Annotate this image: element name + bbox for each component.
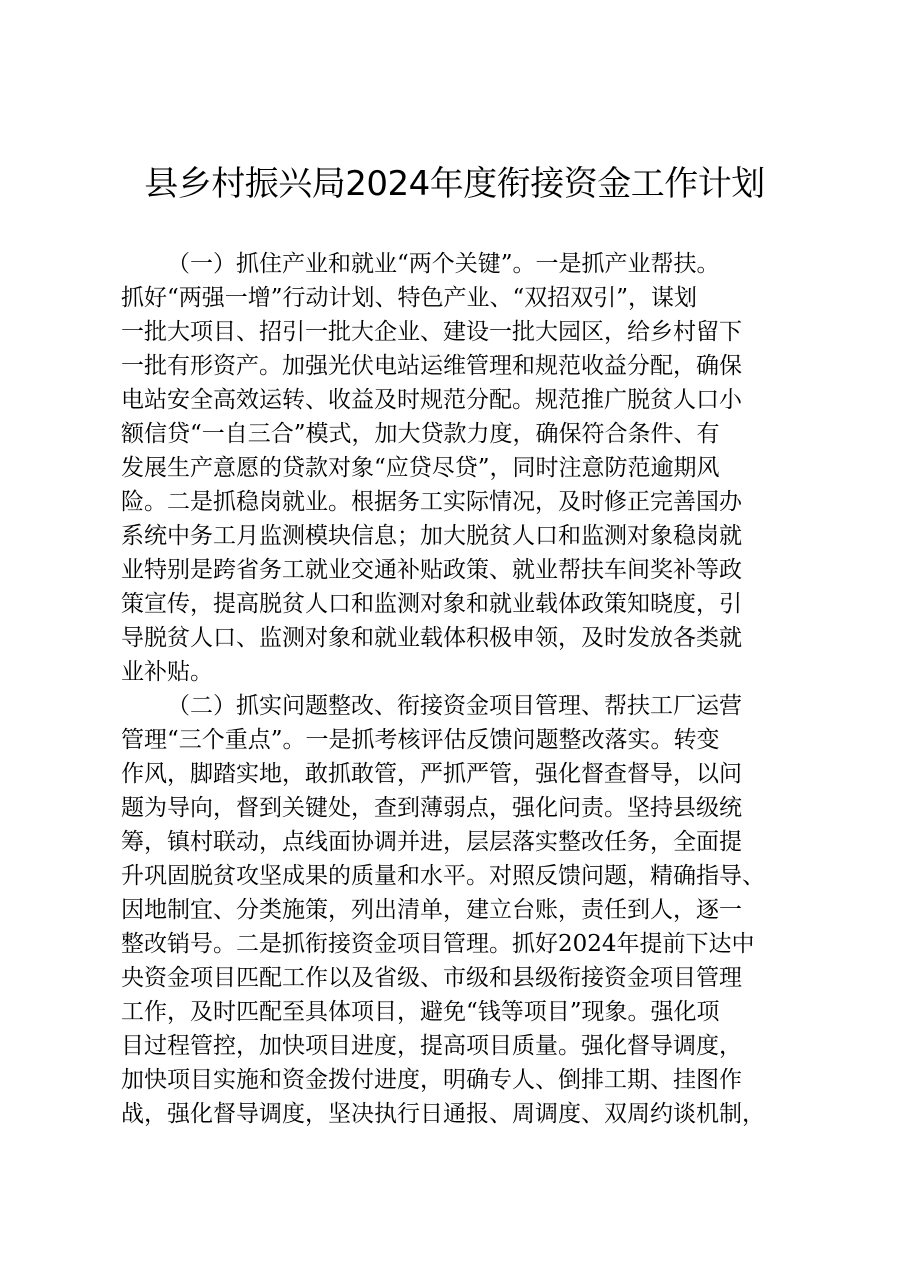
document-body <box>121 247 801 1131</box>
text-line: 央资金项目匹配工作以及省级、市级和县级衔接资金项目管理 <box>121 965 742 991</box>
text-line: （二）抓实问题整改、衔接资金项目管理、帮扶工厂运营 <box>167 693 742 719</box>
text-line: 作风，脚踏实地，敢抓敢管，严抓严管，强化督查督导，以问 <box>121 761 742 787</box>
text-line: 发展生产意愿的贷款对象“应贷尽贷”，同时注意防范逾期风 <box>121 455 720 481</box>
text-line: 策宣传，提高脱贫人口和监测对象和就业载体政策知晓度，引 <box>121 591 742 617</box>
paragraph-2 <box>121 689 801 1131</box>
text-line: 整改销号。二是抓衔接资金项目管理。抓好2024年提前下达中 <box>121 931 755 957</box>
text-line: 抓好“两强一增”行动计划、特色产业、“双招双引”，谋划 <box>121 285 698 311</box>
text-line: 导脱贫人口、监测对象和就业载体积极申领，及时发放各类就 <box>121 625 742 651</box>
text-line: 一批大项目、招引一批大企业、建设一批大园区，给乡村留下 <box>121 319 742 345</box>
text-line: 题为导向，督到关键处，查到薄弱点，强化问责。坚持县级统 <box>121 795 742 821</box>
text-line: 筹，镇村联动，点线面协调并进，层层落实整改任务，全面提 <box>121 829 742 855</box>
text-line: 系统中务工月监测模块信息；加大脱贫人口和监测对象稳岗就 <box>121 523 742 549</box>
text-line: 工作，及时匹配至具体项目，避免“钱等项目”现象。强化项 <box>121 999 720 1025</box>
text-line: 一批有形资产。加强光伏电站运维管理和规范收益分配，确保 <box>121 353 742 379</box>
text-line: 额信贷“一自三合”模式，加大贷款力度，确保符合条件、有 <box>121 421 720 447</box>
document-title: 县乡村振兴局2024年度衔接资金工作计划 <box>144 164 765 204</box>
text-line: 业补贴。 <box>121 659 213 685</box>
text-line: 电站安全高效运转、收益及时规范分配。规范推广脱贫人口小 <box>121 387 742 413</box>
text-line: 业特别是跨省务工就业交通补贴政策、就业帮扶车间奖补等政 <box>121 557 742 583</box>
paragraph-1 <box>121 247 801 689</box>
text-line: （一）抓住产业和就业“两个关键”。一是抓产业帮扶。 <box>167 251 720 277</box>
text-line: 升巩固脱贫攻坚成果的质量和水平。对照反馈问题，精确指导、 <box>121 863 765 889</box>
text-line: 加快项目实施和资金拨付进度，明确专人、倒排工期、挂图作 <box>121 1067 742 1093</box>
text-line: 因地制宜、分类施策，列出清单，建立台账，责任到人，逐一 <box>121 897 742 923</box>
text-line: 战，强化督导调度，坚决执行日通报、周调度、双周约谈机制， <box>121 1101 765 1127</box>
text-line: 管理“三个重点”。一是抓考核评估反馈问题整改落实。转变 <box>121 727 720 753</box>
text-line: 险。二是抓稳岗就业。根据务工实际情况，及时修正完善国办 <box>121 489 742 515</box>
text-line: 目过程管控，加快项目进度，提高项目质量。强化督导调度， <box>121 1033 742 1059</box>
